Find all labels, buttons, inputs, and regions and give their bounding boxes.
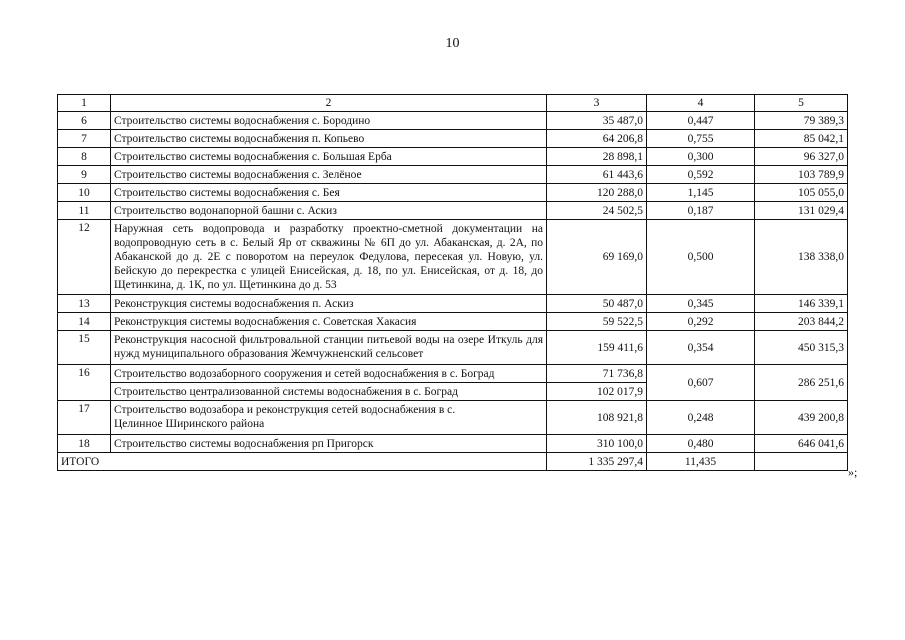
table-row xyxy=(58,166,848,184)
project-name: Реконструкция насосной фильтровальной станции питьевой воды на озере Иткуль для нужд муниципального образования Жемчужненский сельсовет xyxy=(111,331,547,365)
coefficient-value: 0,480 xyxy=(647,435,755,453)
coefficient-value: 0,292 xyxy=(647,313,755,331)
cost-value: 108 921,8 xyxy=(547,401,647,435)
result-value: 96 327,0 xyxy=(755,148,848,166)
row-number: 16 xyxy=(58,365,111,401)
header-cell: 5 xyxy=(755,95,848,112)
result-value: 85 042,1 xyxy=(755,130,848,148)
cost-value: 35 487,0 xyxy=(547,112,647,130)
project-name: Реконструкция системы водоснабжения с. Советская Хакасия xyxy=(111,313,547,331)
project-name: Строительство системы водоснабжения рп Пригорск xyxy=(111,435,547,453)
projects-table xyxy=(57,94,848,471)
result-value: 131 029,4 xyxy=(755,202,848,220)
cost-value: 120 288,0 xyxy=(547,184,647,202)
cost-value: 69 169,0 xyxy=(547,220,647,295)
cost-value: 61 443,6 xyxy=(547,166,647,184)
result-value: 146 339,1 xyxy=(755,295,848,313)
table-row xyxy=(58,112,848,130)
row-number: 14 xyxy=(58,313,111,331)
coefficient-value: 0,592 xyxy=(647,166,755,184)
table-row xyxy=(58,130,848,148)
table-row xyxy=(58,148,848,166)
cost-value: 310 100,0 xyxy=(547,435,647,453)
row-number: 8 xyxy=(58,148,111,166)
row-number: 18 xyxy=(58,435,111,453)
total-cost: 1 335 297,4 xyxy=(547,453,647,471)
result-value: 439 200,8 xyxy=(755,401,848,435)
page-number: 10 xyxy=(445,36,460,51)
coefficient-value: 0,187 xyxy=(647,202,755,220)
coefficient-value: 1,145 xyxy=(647,184,755,202)
project-name: Строительство централизованной системы водоснабжения в с. Боград xyxy=(111,383,547,401)
table-row xyxy=(58,435,848,453)
table-row xyxy=(58,295,848,313)
row-number: 13 xyxy=(58,295,111,313)
coefficient-value: 0,607 xyxy=(647,365,755,401)
result-value: 103 789,9 xyxy=(755,166,848,184)
table-row xyxy=(58,202,848,220)
table-row xyxy=(58,401,848,435)
coefficient-value: 0,345 xyxy=(647,295,755,313)
coefficient-value: 0,755 xyxy=(647,130,755,148)
coefficient-value: 0,248 xyxy=(647,401,755,435)
coefficient-value: 0,447 xyxy=(647,112,755,130)
row-number: 11 xyxy=(58,202,111,220)
result-value: 79 389,3 xyxy=(755,112,848,130)
table-row xyxy=(58,365,848,383)
table-row xyxy=(58,184,848,202)
coefficient-value: 0,354 xyxy=(647,331,755,365)
row-number: 17 xyxy=(58,401,111,435)
table-row xyxy=(58,331,848,365)
result-value: 450 315,3 xyxy=(755,331,848,365)
cost-value: 159 411,6 xyxy=(547,331,647,365)
cost-value: 102 017,9 xyxy=(547,383,647,401)
result-value: 646 041,6 xyxy=(755,435,848,453)
project-name: Строительство системы водоснабжения с. Бородино xyxy=(111,112,547,130)
project-name: Строительство водонапорной башни с. Аскиз xyxy=(111,202,547,220)
project-name: Строительство системы водоснабжения с. Большая Ерба xyxy=(111,148,547,166)
result-value: 138 338,0 xyxy=(755,220,848,295)
table-row xyxy=(58,313,848,331)
result-value: 203 844,2 xyxy=(755,313,848,331)
cost-value: 64 206,8 xyxy=(547,130,647,148)
row-number: 7 xyxy=(58,130,111,148)
header-row xyxy=(58,95,848,112)
header-cell: 3 xyxy=(547,95,647,112)
project-name: Строительство водозабора и реконструкция сетей водоснабжения в с. Целинное Ширинского района xyxy=(111,401,547,435)
project-name: Реконструкция системы водоснабжения п. Аскиз xyxy=(111,295,547,313)
table-row xyxy=(58,220,848,295)
total-result xyxy=(755,453,848,471)
row-number: 10 xyxy=(58,184,111,202)
project-name: Наружная сеть водопровода и разработку проектно-сметной документации на водопроводную сеть в с. Белый Яр от скважины № 6П до ул. Абаканская, д. 2А, по Абаканской до д. 2Е с поворотом на переулок Федулова, пересекая ул. Новую, ул. Бейскую до перекрестка с улицей Енисейская, д. 18, по ул. Енисейская, от д. 18, до Щетинкина, д. 1К, по ул. Щетинкина до д. 53 xyxy=(111,220,547,295)
total-label: ИТОГО xyxy=(58,453,547,471)
cost-value: 71 736,8 xyxy=(547,365,647,383)
coefficient-value: 0,500 xyxy=(647,220,755,295)
project-name: Строительство системы водоснабжения п. Копьево xyxy=(111,130,547,148)
project-name: Строительство водозаборного сооружения и сетей водоснабжения в с. Боград xyxy=(111,365,547,383)
row-number: 15 xyxy=(58,331,111,365)
header-cell: 1 xyxy=(58,95,111,112)
project-name: Строительство системы водоснабжения с. Бея xyxy=(111,184,547,202)
total-coefficient: 11,435 xyxy=(647,453,755,471)
result-value: 105 055,0 xyxy=(755,184,848,202)
coefficient-value: 0,300 xyxy=(647,148,755,166)
cost-value: 28 898,1 xyxy=(547,148,647,166)
closing-quote-mark: »; xyxy=(848,465,858,479)
result-value: 286 251,6 xyxy=(755,365,848,401)
row-number: 6 xyxy=(58,112,111,130)
header-cell: 4 xyxy=(647,95,755,112)
project-name: Строительство системы водоснабжения с. Зелёное xyxy=(111,166,547,184)
row-number: 12 xyxy=(58,220,111,295)
total-row xyxy=(58,453,848,471)
cost-value: 59 522,5 xyxy=(547,313,647,331)
row-number: 9 xyxy=(58,166,111,184)
cost-value: 50 487,0 xyxy=(547,295,647,313)
cost-value: 24 502,5 xyxy=(547,202,647,220)
header-cell: 2 xyxy=(111,95,547,112)
